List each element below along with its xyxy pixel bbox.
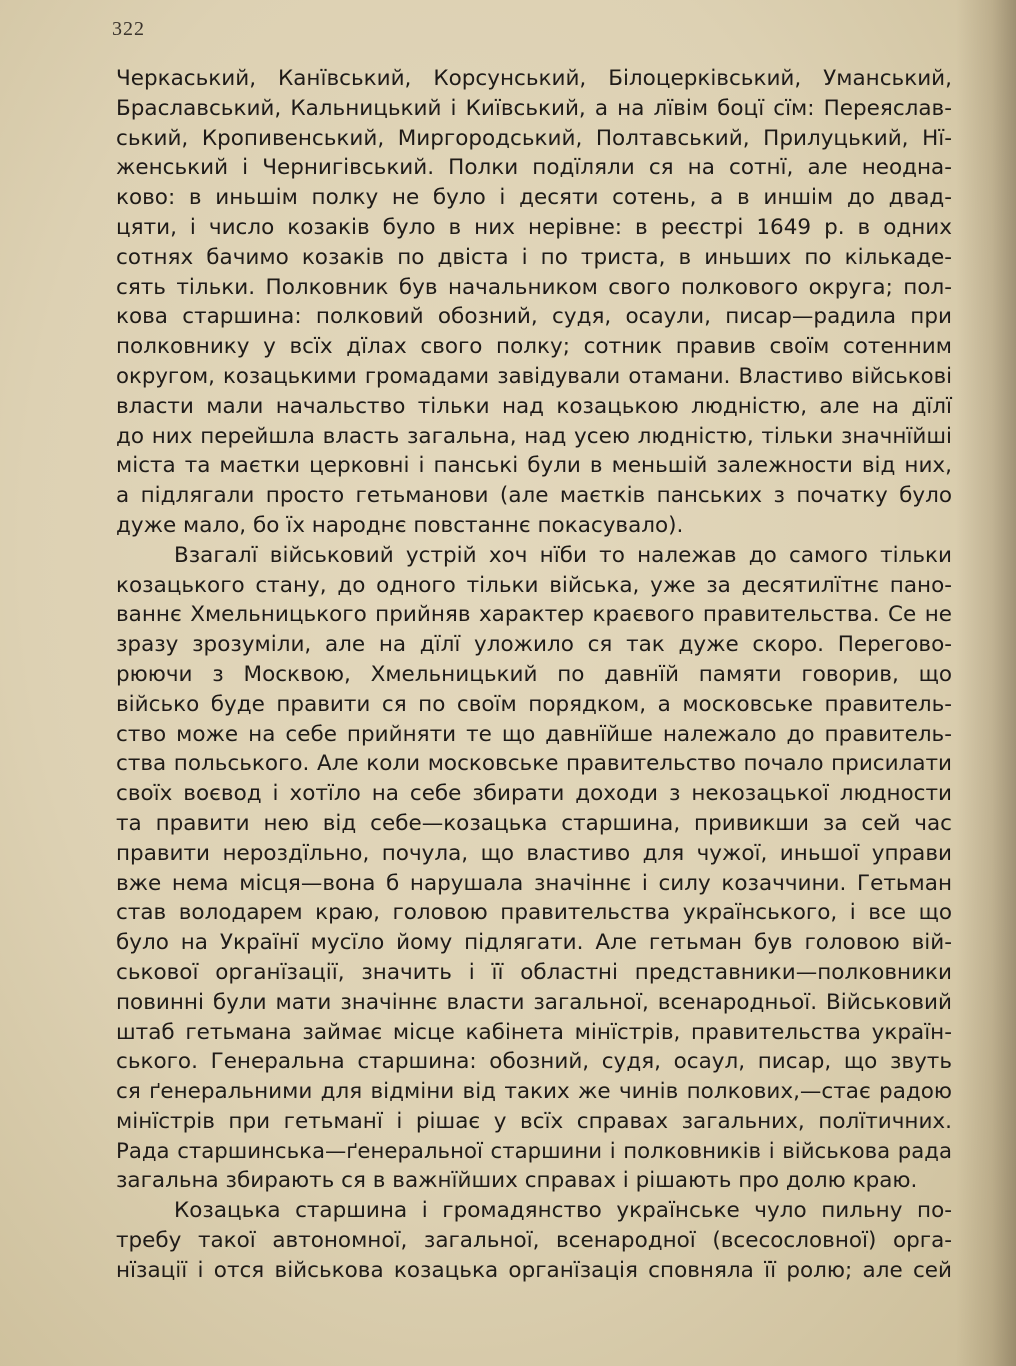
text-line: ваннє Хмельницького прийняв характер краєвого правительства. Се не bbox=[116, 602, 952, 628]
text-line: власти мали начальство тільки над козацькою людністю, але на дїлї bbox=[116, 393, 952, 419]
text-line: мінїстрів при гетьманї і рішає у всїх справах загальних, полїтичних. bbox=[116, 1108, 952, 1134]
text-line: став володарем краю, головою правительства українського, і все що bbox=[116, 900, 952, 926]
text-line: своїх воєвод і хотїло на себе збирати доходи з некозацької людности bbox=[116, 781, 952, 807]
text-line: та правити нею від себе—козацька старшина, привикши за сей час bbox=[116, 810, 952, 836]
text-line: ського. Генеральна старшина: обозний, судя, осаул, писар, що звуть bbox=[116, 1049, 952, 1075]
text-line: Рада старшинська—ґенеральної старшини і полковників і військова рада bbox=[116, 1138, 952, 1164]
text-line: повинні були мати значіннє власти загальної, всенародньої. Військовий bbox=[116, 989, 952, 1015]
text-line: зразу зрозуміли, але на дїлї уложило ся так дуже скоро. Перегово- bbox=[116, 632, 952, 658]
paragraph-2 bbox=[116, 541, 952, 1197]
text-line: требу такої автономної, загальної, всенародної (всесословної) орга- bbox=[116, 1228, 952, 1254]
text-line: правити нероздїльно, почула, що властиво для чужої, иньшої управи bbox=[116, 840, 952, 866]
body-text bbox=[116, 64, 952, 1286]
paragraph-1 bbox=[116, 64, 952, 541]
text-line: військо буде правити ся по своїм порядком, а московське правитель- bbox=[116, 691, 952, 717]
text-line: було на Українї мусїло йому підлягати. Але гетьман був головою вій- bbox=[116, 930, 952, 956]
text-line: міста та маєтки церковні і панські були в меньшій залежности від них, bbox=[116, 453, 952, 479]
text-line: рюючи з Москвою, Хмельницький по давнїй памяти говорив, що bbox=[116, 661, 952, 687]
paragraph-3 bbox=[116, 1196, 952, 1285]
text-line: Козацька старшина і громадянство українське чуло пильну по- bbox=[174, 1198, 952, 1224]
text-line: округом, козацькими громадами завідували отамани. Властиво військові bbox=[116, 363, 952, 389]
page-number: 322 bbox=[112, 18, 145, 40]
text-line: ково: в иньшім полку не було і десяти сотень, а в иншім до двад- bbox=[116, 185, 952, 211]
text-line: Браславський, Кальницький і Київський, а на лївім боцї сїм: Переяслав- bbox=[116, 95, 952, 121]
text-line: до них перейшла власть загальна, над усею людністю, тільки значнїйші bbox=[116, 423, 952, 449]
text-line: сотнях бачимо козаків по двіста і по триста, в иньших по кількаде- bbox=[116, 244, 952, 270]
text-line: загальна збирають ся в важнїйших справах і рішають про долю краю. bbox=[116, 1168, 918, 1194]
page-edge-shadow bbox=[956, 0, 1016, 1366]
text-line: ський, Кропивенський, Миргородський, Полтавський, Прилуцький, Нї- bbox=[116, 125, 952, 151]
text-line: вже нема місця—вона б нарушала значіннє і силу козаччини. Гетьман bbox=[116, 870, 952, 896]
text-line: Черкаський, Канївський, Корсунський, Білоцерківський, Уманський, bbox=[116, 66, 952, 91]
text-line: полковнику у всїх дїлах свого полку; сотник правив своїм сотенним bbox=[116, 334, 952, 360]
text-line: ство може на себе прийняти те що давнїйше належало до правитель- bbox=[116, 721, 952, 747]
text-line: а підлягали просто гетьманови (але маєтків панських з початку було bbox=[116, 483, 952, 509]
text-line: кова старшина: полковий обозний, судя, осаули, писар—радила при bbox=[116, 304, 952, 330]
text-line: сять тільки. Полковник був начальником свого полкового округа; пол- bbox=[116, 274, 952, 300]
text-line: Взагалї військовий устрій хоч нїби то належав до самого тільки bbox=[174, 542, 952, 568]
text-line: нїзації і отся військова козацька органїзація сповняла її ролю; але сей bbox=[116, 1257, 952, 1283]
text-line: ства польського. Але коли московське правительство почало присилати bbox=[116, 751, 952, 777]
text-line: цяти, і число козаків було в них нерівне: в реєстрі 1649 р. в одних bbox=[116, 214, 952, 240]
text-line: женський і Чернигівський. Полки подїляли ся на сотнї, але неодна- bbox=[116, 155, 952, 181]
text-line: штаб гетьмана займає місце кабінета мінїстрів, правительства україн- bbox=[116, 1019, 952, 1045]
text-line: ся ґенеральними для відміни від таких же чинів полкових,—стає радою bbox=[116, 1079, 952, 1105]
text-line: козацького стану, до одного тільки війська, уже за десятилїтнє пано- bbox=[116, 572, 952, 598]
text-line: ськової органїзації, значить і її областні представники—полковники bbox=[116, 959, 952, 985]
text-line: дуже мало, бо їх народнє повстаннє покасувало). bbox=[116, 512, 684, 538]
